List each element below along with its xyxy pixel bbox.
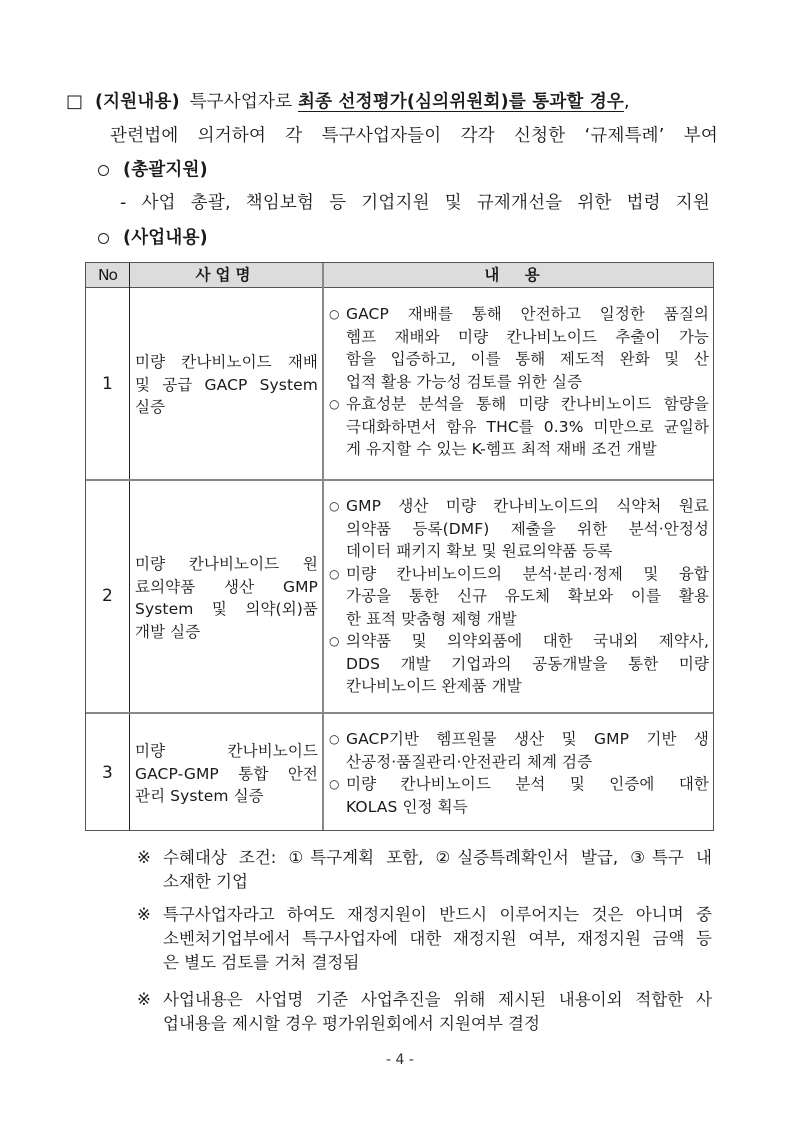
subsection-label: (사업내용) (123, 228, 208, 248)
checkbox-square-icon: □ (66, 91, 84, 112)
row-divider (86, 479, 713, 481)
name-line: 개발 실증 (135, 622, 201, 641)
subsection-label: (총괄지원) (123, 160, 208, 180)
name-line: System 및 의약(외)품 (135, 600, 318, 618)
name-line: 실증 (135, 398, 166, 416)
content-line: 한 표적 맞춤형 제형 개발 (346, 609, 517, 628)
reference-mark-icon: ※ (137, 848, 151, 867)
business-name (135, 553, 318, 643)
name-line: GACP-GMP 통합 안전 (135, 764, 318, 783)
subsection-detail: - 사업 총괄, 책임보험 등 기업지원 및 규제개선을 위한 법령 지원 (120, 193, 710, 213)
section-heading (66, 90, 726, 114)
circle-bullet-icon (98, 233, 109, 244)
business-content (329, 303, 709, 461)
content-line: 업적 활용 가능성 검토를 위한 실증 (346, 372, 583, 391)
note-business-content (137, 988, 712, 1036)
name-line: 료의약품 생산 GMP (135, 577, 318, 596)
subsection-business-content (98, 226, 208, 250)
column-divider (322, 263, 324, 830)
section-text-suffix: , (624, 92, 630, 112)
note-eligibility (137, 846, 712, 894)
name-line: 미량 칸나비노이드 원 (135, 555, 318, 573)
name-line: 미량 칸나비노이드 (135, 742, 318, 760)
section-text-prefix: 특구사업자로 (189, 92, 298, 112)
business-content (329, 495, 709, 698)
content-line: 극대화하면서 함유 THC를 0.3% 미만으로 균일하 (346, 417, 709, 436)
name-line: 관리 System 실증 (135, 787, 264, 805)
column-divider (129, 263, 130, 830)
content-line: GMP 생산 미량 칸나비노이드의 식약처 원료 (346, 497, 709, 515)
note-line: 업내용을 제시할 경우 평가위원회에서 지원여부 결정 (163, 1014, 540, 1033)
content-line: 유효성분 분석을 통해 미량 칸나비노이드 함량을 (346, 395, 709, 413)
circle-bullet-icon (98, 165, 109, 176)
content-line: DDS 개발 기업과의 공동개발을 통한 미량 (346, 654, 709, 673)
name-line: 및 공급 GACP System (135, 375, 318, 394)
content-line: 가공을 통한 신규 유도체 확보와 이를 활용 (346, 587, 709, 605)
header-content: 내 용 (484, 266, 550, 284)
note-line: 사업내용은 사업명 기준 사업추진을 위해 제시된 내용이외 적합한 사 (163, 990, 712, 1009)
business-table (85, 262, 714, 831)
reference-mark-icon: ※ (137, 905, 151, 924)
subsection-total-support (98, 158, 208, 182)
content-line: 함을 입증하고, 이를 통해 제도적 완화 및 산 (346, 350, 709, 368)
row-divider (86, 712, 713, 714)
note-line: 수혜대상 조건: ①특구계획 포함, ②실증특례확인서 발급, ③특구 내 (163, 848, 712, 867)
business-name (135, 351, 318, 419)
content-line: 미량 칸나비노이드 분석 및 인증에 대한 (346, 775, 709, 793)
content-line: 게 유지할 수 있는 K-헴프 최적 재배 조건 개발 (346, 440, 657, 458)
content-line: 의약품 및 의약외품에 대한 국내외 제약사, (346, 632, 709, 650)
business-name (135, 740, 318, 808)
page-number: - 4 - (386, 1052, 414, 1068)
content-line: 칸나비노이드 완제품 개발 (346, 677, 522, 695)
row-number: 1 (102, 374, 113, 394)
content-line: GACP기반 헴프원물 생산 및 GMP 기반 생 (346, 730, 709, 748)
content-line: 의약품 등록(DMF) 제출을 위한 분석·안정성 (346, 519, 709, 538)
note-line: 소벤처기업부에서 특구사업자에 대한 재정지원 여부, 재정지원 금액 등 (163, 929, 712, 948)
section-text-line2: 관련법에 의거하여 각 특구사업자들이 각각 신청한 ‘규제특례’ 부여 (110, 126, 718, 146)
row-number: 2 (102, 586, 113, 606)
circle-bullet-icon: ○ (329, 499, 340, 513)
section-label: (지원내용) (94, 92, 180, 112)
content-line: 미량 칸나비노이드의 분석·분리·정제 및 융합 (346, 564, 709, 583)
note-line: 특구사업자라고 하여도 재정지원이 반드시 이루어지는 것은 아니며 중 (163, 905, 712, 924)
section-text-underlined: 최종 선정평가(심의위원회)를 통과할 경우 (297, 92, 625, 112)
business-content (329, 728, 709, 818)
content-line: 헴프 재배와 미량 칸나비노이드 추출이 가능 (346, 327, 709, 346)
content-line: 데이터 패키지 확보 및 원료의약품 등록 (346, 542, 613, 560)
content-line: GACP 재배를 통해 안전하고 일정한 품질의 (346, 305, 709, 323)
circle-bullet-icon: ○ (329, 397, 340, 411)
circle-bullet-icon: ○ (329, 634, 340, 648)
header-business-name: 사업명 (195, 266, 256, 284)
circle-bullet-icon: ○ (329, 307, 340, 321)
circle-bullet-icon: ○ (329, 777, 340, 791)
circle-bullet-icon: ○ (329, 566, 340, 581)
circle-bullet-icon: ○ (329, 732, 340, 746)
reference-mark-icon: ※ (137, 990, 151, 1009)
header-no: No (97, 266, 118, 284)
note-financial-support (137, 903, 712, 975)
note-line: 은 별도 검토를 거처 결정됨 (163, 953, 360, 972)
note-line: 소재한 기업 (163, 872, 248, 891)
row-number: 3 (102, 763, 113, 783)
content-line: KOLAS 인정 획득 (346, 797, 468, 816)
name-line: 미량 칸나비노이드 재배 (135, 353, 318, 371)
content-line: 산공정·품질관리·안전관리 체계 검증 (346, 752, 593, 771)
